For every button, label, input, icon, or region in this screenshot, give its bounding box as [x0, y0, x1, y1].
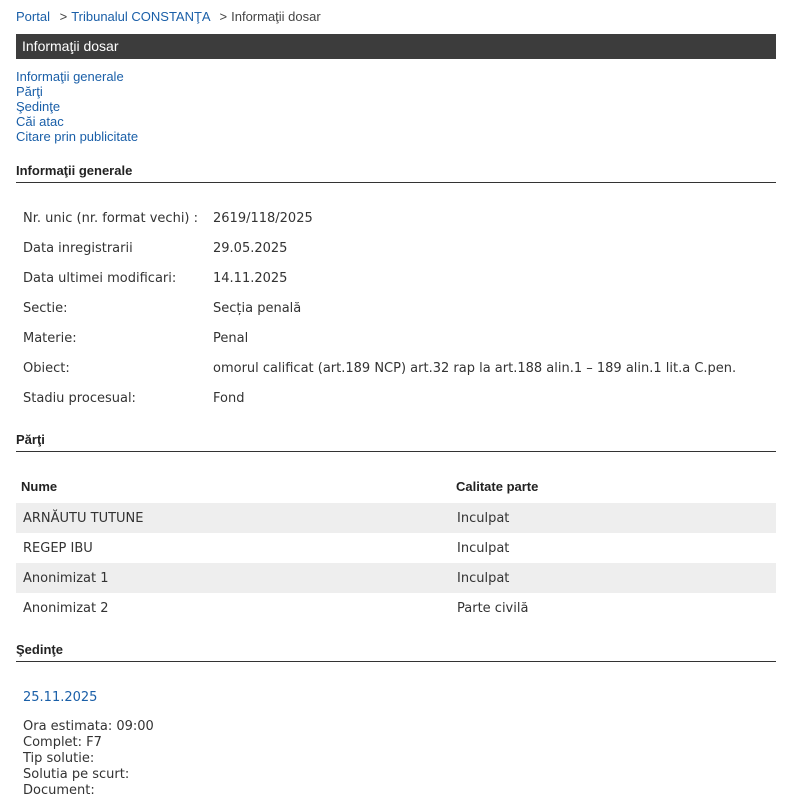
info-label: Nr. unic (nr. format vechi) : [23, 211, 199, 226]
parties-table-header [16, 471, 776, 501]
breadcrumb-separator: > [59, 9, 68, 24]
table-row [16, 533, 776, 563]
hearing-details [23, 719, 154, 799]
info-label: Data inregistrarii [23, 241, 133, 256]
toc-link-appeals[interactable]: Căi atac [16, 114, 64, 129]
hearing-solution-type: Tip solutie: [23, 751, 95, 766]
party-name: ARNĂUTU TUTUNE [23, 511, 144, 526]
info-label: Materie: [23, 331, 77, 346]
column-header-role: Calitate parte [456, 479, 539, 494]
table-row [16, 593, 776, 623]
hearing-solution-summary: Solutia pe scurt: [23, 767, 130, 782]
toc-link-general-info[interactable]: Informaţii generale [16, 69, 124, 84]
breadcrumb-portal-link[interactable]: Portal [16, 9, 50, 24]
page-title: Informaţii dosar [16, 34, 776, 59]
table-row [16, 503, 776, 533]
info-value: Fond [213, 391, 245, 406]
party-role: Inculpat [457, 571, 510, 586]
breadcrumb [16, 9, 321, 24]
party-name: Anonimizat 1 [23, 571, 109, 586]
section-index [16, 69, 138, 144]
hearing-date: 25.11.2025 [23, 690, 98, 705]
info-label: Stadiu procesual: [23, 391, 136, 406]
hearing-estimated-time: Ora estimata: 09:00 [23, 719, 154, 734]
info-label: Sectie: [23, 301, 68, 316]
breadcrumb-current: Informaţii dosar [231, 9, 321, 24]
party-name: Anonimizat 2 [23, 601, 109, 616]
hearing-panel: Complet: F7 [23, 735, 102, 750]
info-value: 29.05.2025 [213, 241, 288, 256]
column-header-name: Nume [21, 479, 58, 494]
info-label: Data ultimei modificari: [23, 271, 177, 286]
toc-link-hearings[interactable]: Şedinţe [16, 99, 61, 114]
info-value: 2619/118/2025 [213, 211, 313, 226]
breadcrumb-court-link[interactable]: Tribunalul CONSTANŢA [71, 9, 210, 24]
party-role: Inculpat [457, 511, 510, 526]
info-value: Penal [213, 331, 249, 346]
toc-link-public-summons[interactable]: Citare prin publicitate [16, 129, 139, 144]
section-heading-parties: Părţi [16, 432, 776, 452]
table-row [16, 563, 776, 593]
party-role: Parte civilă [457, 601, 529, 616]
section-heading-general-info: Informaţii generale [16, 163, 776, 183]
section-heading-hearings: Şedinţe [16, 642, 776, 662]
breadcrumb-separator: > [219, 9, 228, 24]
info-value: omorul calificat (art.189 NCP) art.32 rap la art.188 alin.1 – 189 alin.1 lit.a C.pen. [213, 361, 737, 376]
info-value: 14.11.2025 [213, 271, 288, 286]
toc-link-parties[interactable]: Părţi [16, 84, 43, 99]
hearing-document: Document: [23, 783, 95, 798]
party-role: Inculpat [457, 541, 510, 556]
info-value: Secția penală [213, 301, 302, 316]
party-name: REGEP IBU [23, 541, 93, 556]
info-label: Obiect: [23, 361, 70, 376]
